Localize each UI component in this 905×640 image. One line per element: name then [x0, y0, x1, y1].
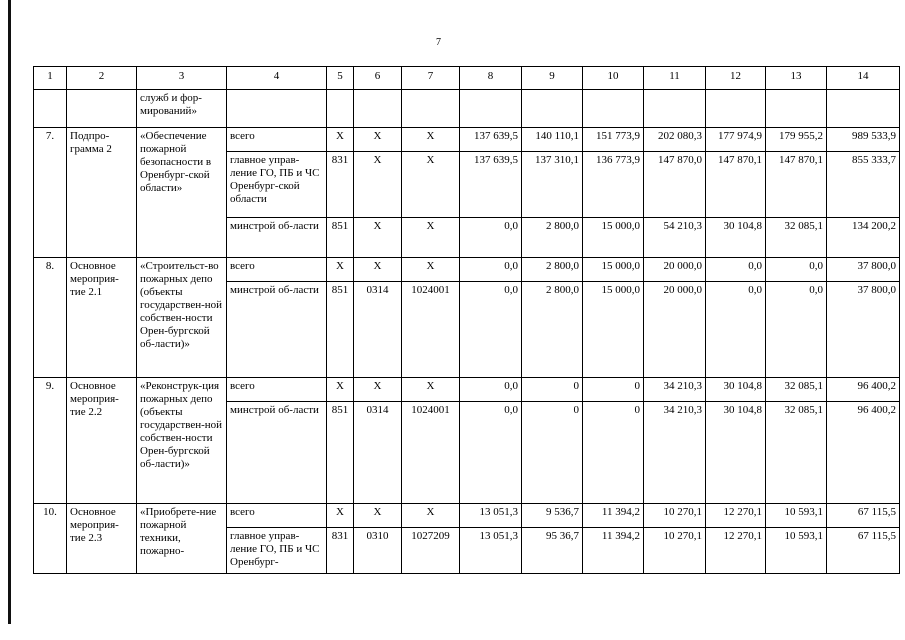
cell-empty — [67, 90, 137, 128]
amount-cell: 54 210,3 — [644, 218, 706, 258]
amount-cell: 0,0 — [460, 218, 522, 258]
column-header: 11 — [644, 67, 706, 90]
amount-cell: 67 115,5 — [827, 504, 900, 528]
target-code-cell: Х — [402, 378, 460, 402]
amount-cell: 147 870,0 — [644, 152, 706, 218]
target-code-cell: 1024001 — [402, 402, 460, 504]
table-row — [34, 128, 900, 152]
cell-empty — [34, 90, 67, 128]
table-row — [34, 504, 900, 528]
target-code-cell: Х — [402, 152, 460, 218]
amount-cell: 136 773,9 — [583, 152, 644, 218]
amount-cell: 202 080,3 — [644, 128, 706, 152]
cell-empty — [354, 90, 402, 128]
amount-cell: 2 800,0 — [522, 218, 583, 258]
column-header: 13 — [766, 67, 827, 90]
funding-source-cell: главное управ-ление ГО, ПБ и ЧС Оренбург-ской области — [227, 152, 327, 218]
target-code-cell: Х — [402, 504, 460, 528]
continuation-row — [34, 90, 900, 128]
amount-cell: 0,0 — [706, 282, 766, 378]
funding-source-cell: минстрой об-ласти — [227, 282, 327, 378]
measure-name-cell: «Обеспечение пожарной безопасности в Оренбург-ской области» — [137, 128, 227, 258]
amount-cell: 0,0 — [460, 378, 522, 402]
column-header: 3 — [137, 67, 227, 90]
item-number-cell: 10. — [34, 504, 67, 574]
cell-empty — [227, 90, 327, 128]
amount-cell: 12 270,1 — [706, 504, 766, 528]
ministry-code-cell: 851 — [327, 402, 354, 504]
amount-cell: 11 394,2 — [583, 504, 644, 528]
column-header: 10 — [583, 67, 644, 90]
section-code-cell: Х — [354, 128, 402, 152]
amount-cell: 15 000,0 — [583, 218, 644, 258]
target-code-cell: Х — [402, 258, 460, 282]
amount-cell: 0,0 — [766, 258, 827, 282]
ministry-code-cell: Х — [327, 504, 354, 528]
funding-source-cell: всего — [227, 258, 327, 282]
column-header: 4 — [227, 67, 327, 90]
section-code-cell: 0310 — [354, 528, 402, 574]
amount-cell: 137 639,5 — [460, 128, 522, 152]
table-row — [34, 258, 900, 282]
binding-rule — [8, 0, 11, 624]
amount-cell: 95 36,7 — [522, 528, 583, 574]
cell-empty — [583, 90, 644, 128]
funding-source-cell: минстрой об-ласти — [227, 218, 327, 258]
amount-cell: 30 104,8 — [706, 402, 766, 504]
amount-cell: 137 639,5 — [460, 152, 522, 218]
amount-cell: 179 955,2 — [766, 128, 827, 152]
column-header: 12 — [706, 67, 766, 90]
section-code-cell: 0314 — [354, 402, 402, 504]
amount-cell: 20 000,0 — [644, 258, 706, 282]
amount-cell: 177 974,9 — [706, 128, 766, 152]
item-number-cell: 8. — [34, 258, 67, 378]
page-number: 7 — [436, 37, 441, 48]
amount-cell: 32 085,1 — [766, 378, 827, 402]
funding-source-cell: всего — [227, 504, 327, 528]
column-header: 2 — [67, 67, 137, 90]
amount-cell: 0,0 — [460, 258, 522, 282]
ministry-code-cell: Х — [327, 378, 354, 402]
measure-name-cell: «Строительст-во пожарных депо (объекты государствен-ной собствен-ности Орен-бургской об-ласти)» — [137, 258, 227, 378]
table-row — [34, 378, 900, 402]
item-number-cell: 9. — [34, 378, 67, 504]
amount-cell: 147 870,1 — [766, 152, 827, 218]
amount-cell: 0,0 — [460, 402, 522, 504]
program-title-cell: Основное мероприя-тие 2.1 — [67, 258, 137, 378]
amount-cell: 0 — [522, 402, 583, 504]
amount-cell: 67 115,5 — [827, 528, 900, 574]
column-header: 1 — [34, 67, 67, 90]
ministry-code-cell: 831 — [327, 528, 354, 574]
target-code-cell: Х — [402, 128, 460, 152]
amount-cell: 37 800,0 — [827, 282, 900, 378]
amount-cell: 2 800,0 — [522, 282, 583, 378]
amount-cell: 0 — [522, 378, 583, 402]
amount-cell: 37 800,0 — [827, 258, 900, 282]
cell-empty — [644, 90, 706, 128]
ministry-code-cell: 851 — [327, 282, 354, 378]
section-code-cell: 0314 — [354, 282, 402, 378]
column-header: 7 — [402, 67, 460, 90]
amount-cell: 9 536,7 — [522, 504, 583, 528]
amount-cell: 32 085,1 — [766, 218, 827, 258]
amount-cell: 0 — [583, 378, 644, 402]
amount-cell: 96 400,2 — [827, 402, 900, 504]
funding-source-cell: всего — [227, 378, 327, 402]
section-code-cell: Х — [354, 504, 402, 528]
amount-cell: 11 394,2 — [583, 528, 644, 574]
column-header: 14 — [827, 67, 900, 90]
ministry-code-cell: 831 — [327, 152, 354, 218]
amount-cell: 140 110,1 — [522, 128, 583, 152]
funding-source-cell: минстрой об-ласти — [227, 402, 327, 504]
program-title-cell: Подпро-грамма 2 — [67, 128, 137, 258]
amount-cell: 32 085,1 — [766, 402, 827, 504]
cell-empty — [827, 90, 900, 128]
program-title-cell: Основное мероприя-тие 2.2 — [67, 378, 137, 504]
ministry-code-cell: Х — [327, 128, 354, 152]
amount-cell: 0,0 — [766, 282, 827, 378]
cell-empty — [327, 90, 354, 128]
amount-cell: 151 773,9 — [583, 128, 644, 152]
column-numbers-row — [34, 67, 900, 90]
amount-cell: 10 593,1 — [766, 528, 827, 574]
section-code-cell: Х — [354, 218, 402, 258]
program-title-cell: Основное мероприя-тие 2.3 — [67, 504, 137, 574]
amount-cell: 0 — [583, 402, 644, 504]
column-header: 8 — [460, 67, 522, 90]
amount-cell: 0,0 — [460, 282, 522, 378]
measure-name-cell: «Реконструк-ция пожарных депо (объекты государствен-ной собствен-ности Орен-бургской об-ласти)» — [137, 378, 227, 504]
amount-cell: 0,0 — [706, 258, 766, 282]
cell-empty — [522, 90, 583, 128]
target-code-cell: 1024001 — [402, 282, 460, 378]
amount-cell: 855 333,7 — [827, 152, 900, 218]
column-header: 6 — [354, 67, 402, 90]
column-header: 5 — [327, 67, 354, 90]
amount-cell: 96 400,2 — [827, 378, 900, 402]
amount-cell: 12 270,1 — [706, 528, 766, 574]
target-code-cell: 1027209 — [402, 528, 460, 574]
amount-cell: 2 800,0 — [522, 258, 583, 282]
cell-empty — [402, 90, 460, 128]
amount-cell: 34 210,3 — [644, 402, 706, 504]
section-code-cell: Х — [354, 378, 402, 402]
amount-cell: 10 270,1 — [644, 504, 706, 528]
amount-cell: 13 051,3 — [460, 504, 522, 528]
amount-cell: 30 104,8 — [706, 378, 766, 402]
measure-name-cell: «Приобрете-ние пожарной техники, пожарно- — [137, 504, 227, 574]
amount-cell: 989 533,9 — [827, 128, 900, 152]
ministry-code-cell: 851 — [327, 218, 354, 258]
cell-empty — [460, 90, 522, 128]
amount-cell: 13 051,3 — [460, 528, 522, 574]
amount-cell: 137 310,1 — [522, 152, 583, 218]
section-code-cell: Х — [354, 152, 402, 218]
section-code-cell: Х — [354, 258, 402, 282]
amount-cell: 10 270,1 — [644, 528, 706, 574]
amount-cell: 134 200,2 — [827, 218, 900, 258]
cell-empty — [766, 90, 827, 128]
funding-source-cell: всего — [227, 128, 327, 152]
ministry-code-cell: Х — [327, 258, 354, 282]
program-table — [33, 66, 900, 574]
column-header: 9 — [522, 67, 583, 90]
funding-source-cell: главное управ-ление ГО, ПБ и ЧС Оренбург- — [227, 528, 327, 574]
target-code-cell: Х — [402, 218, 460, 258]
amount-cell: 15 000,0 — [583, 282, 644, 378]
measure-name-cell: служб и фор-мирований» — [137, 90, 227, 128]
amount-cell: 20 000,0 — [644, 282, 706, 378]
item-number-cell: 7. — [34, 128, 67, 258]
amount-cell: 147 870,1 — [706, 152, 766, 218]
amount-cell: 15 000,0 — [583, 258, 644, 282]
amount-cell: 34 210,3 — [644, 378, 706, 402]
cell-empty — [706, 90, 766, 128]
amount-cell: 10 593,1 — [766, 504, 827, 528]
amount-cell: 30 104,8 — [706, 218, 766, 258]
